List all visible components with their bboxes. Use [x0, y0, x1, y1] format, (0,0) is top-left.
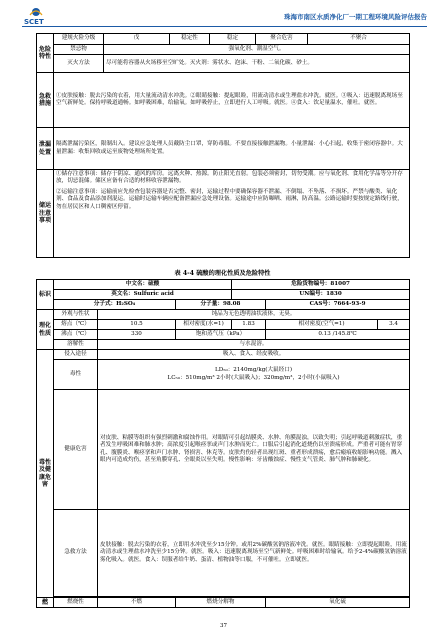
leak-label: 泄漏处置	[37, 128, 54, 170]
formula-label: 分子式：	[93, 300, 117, 307]
health-label: 健康危害	[54, 390, 98, 510]
incompatible-value: 强氧化剂、潮湿空气。	[104, 45, 410, 55]
extinguish-value: 尽可能将容器从火场移至空旷处。灭火剂：雾状水、泡沫、干粉、二氧化碳、砂土。	[104, 55, 410, 73]
emergency-value: 皮肤接触：脱去污染的衣着，立即用水冲洗至少15分钟。或用2%碳酸氢钠溶液冲洗。就医。眼睛接触：立即提起眼睑，用流动清水或生理盐水冲洗至少15分钟。就医。吸入：迅速脱离现场至空气新鲜处。呼吸困难时给输氧。给予2-4%碳酸氢钠溶液雾化吸入。就医。食入：误服者给牛奶、蛋清、植物油等口服，不可催吐。立即就医。	[98, 510, 410, 597]
page-number: 37	[220, 623, 227, 629]
incompatible-label: 禁忌物	[54, 45, 104, 55]
cn-name-value: 硫酸	[148, 280, 160, 287]
bp-label: 沸点（℃）	[54, 330, 98, 340]
appearance-label: 外观与性状	[54, 310, 98, 320]
polymerization-value: 不聚合	[308, 34, 410, 45]
phys-label: 理化性质	[37, 310, 54, 350]
route-value: 吸入、食入、经皮吸收。	[98, 350, 410, 360]
fire-class-value: 戊	[104, 34, 170, 45]
page-header	[22, 6, 427, 27]
id-label: 标识	[37, 280, 54, 310]
firstaid-value: ①皮肤接触：脱去污染的衣着，用大量流动清水冲洗。②眼睛接触：提起眼睑，用流动清水或生理盐水冲洗。就医。③吸入：迅速脱离现场至空气新鲜处。保持呼吸道通畅。如呼吸困难，给输氧。如呼吸停止，立即进行人工呼吸。就医。④食入：饮足量温水，催吐。就医。	[54, 73, 410, 128]
fire-class-label: 建规火险分级	[54, 34, 104, 45]
danger-label: 危险特性	[37, 34, 54, 73]
burn-label: 燃	[37, 598, 54, 608]
mw-value: 98.08	[222, 300, 241, 307]
polymerization-label: 聚合危害	[256, 34, 308, 45]
table-caption: 表 4-4 硫酸的理化性质及危险特性	[174, 270, 271, 277]
burn-col1-value: 不燃	[98, 598, 176, 608]
vp-label: 饱和蒸气压（kPa）	[176, 330, 266, 340]
solubility-label: 溶解性	[54, 340, 98, 350]
toxicity-label: 毒性	[54, 360, 98, 390]
vapor-density-label: 相对密度(空气=1)	[266, 320, 378, 330]
firstaid-label: 急救措施	[37, 73, 54, 128]
health-value: 对皮肤、粘膜等组织有强烈刺激和腐蚀作用。对眼睛可引起结膜炎、水肿、角膜混浊，以致失明；引起呼吸道刺激症状，重者发生呼吸困难和肺水肿；高浓度引起喉痉挛或声门水肿而死亡。口服后引起消化道烧伤以至溃疡形成。严重者可能有胃穿孔、腹膜炎、喉痉挛和声门水肿、肾损害、休克等。皮肤灼伤轻者出现红斑、重者形成溃疡，愈后瘢痕收缩影响功能。溅入眼内可造成灼伤，甚至角膜穿孔、全眼炎以至失明。慢性影响：牙齿酸蚀症、慢性支气管炎、肺气肿和肺硬化。	[98, 390, 410, 510]
mp-value: 10.5	[98, 320, 176, 330]
cas-label: CAS号：	[309, 300, 334, 307]
storage-text-2: ②运输注意事项：运输前应先检查包装容器是否完整、密封，运输过程中要确保容器不泄漏、不倒塌、不坠落、不损坏。严禁与酸类、氧化剂、食品及食品添加剂混运。运输时运输车辆应配备泄漏应急处理设备。运输途中应防曝晒、雨淋，防高温。公路运输时要按规定路线行驶，勿在居民区和人口稠密区停留。	[56, 189, 403, 210]
un-value: 1830	[326, 290, 342, 297]
formula-value: H₂SO₄	[116, 300, 136, 307]
route-label: 侵入途径	[54, 350, 98, 360]
vp-value: 0.13 /145.8℃	[266, 330, 410, 340]
svg-text:SCET: SCET	[24, 18, 44, 26]
dangerous-no-label: 危险货物编号：	[291, 280, 331, 287]
emergency-label: 急救方法	[54, 510, 98, 597]
density-value: 1.83	[232, 320, 266, 330]
burn-col2-label: 燃烧分解物	[176, 598, 266, 608]
extinguish-label: 灭火方法	[54, 55, 104, 73]
mw-label: 分子量：	[200, 300, 223, 307]
upper-hazard-table	[36, 33, 410, 258]
burn-col2-value: 氧化硫	[266, 598, 410, 608]
toxicity-ld50: LD₅₀：2140mg/kg(大鼠经口)	[215, 367, 293, 374]
sulfuric-acid-table	[36, 279, 410, 608]
appearance-value: 纯品为无色透明油状液体，无臭。	[98, 310, 410, 320]
cas-value: 7664-93-9	[333, 300, 366, 307]
solubility-value: 与水混溶。	[98, 340, 410, 350]
bp-value: 330	[98, 330, 176, 340]
mp-label: 熔点（℃）	[54, 320, 98, 330]
en-name-value: Sulfuric acid	[133, 290, 174, 297]
storage-text-1: ①储存注意事项：储存于阴凉、通风的库房。远离火种、热源。防止阳光直射。包装必须密封，切勿受潮。应与氧化剂、食用化学品等分开存放，切忌混储。储区应备有合适的材料收容泄漏物。	[56, 170, 403, 184]
vapor-density-value: 3.4	[378, 320, 410, 330]
density-label: 相对密度(水=1)	[176, 320, 232, 330]
scet-logo	[22, 6, 82, 26]
un-label: UN编号：	[299, 290, 327, 297]
header-title: 珠海市南区水质净化厂一期工程环境风险评估报告	[284, 13, 427, 21]
burn-col1-label: 燃烧性	[54, 598, 98, 608]
stability-label: 稳定性	[170, 34, 210, 45]
tox-label: 毒性及健康危害	[37, 350, 54, 598]
storage-label: 储运注意事项	[37, 170, 54, 258]
cn-name-label: 中文名：	[125, 280, 149, 287]
leak-value: 隔离泄漏污染区，限制出入。建议应急处理人员戴防尘口罩，穿防毒服。不要直接接触泄漏物。小量泄漏：小心扫起，收集于密闭容器中。大量泄漏：收集回收或运至废物处理场所处置。	[54, 128, 410, 170]
en-name-label: 英文名：	[111, 290, 134, 297]
dangerous-no-value: 81007	[330, 280, 350, 287]
stability-value: 稳定	[210, 34, 256, 45]
toxicity-lc50: LC₅₀：510mg/m³ 2小时(大鼠吸入)；320mg/m³，2小时(小鼠吸入)	[167, 374, 340, 381]
